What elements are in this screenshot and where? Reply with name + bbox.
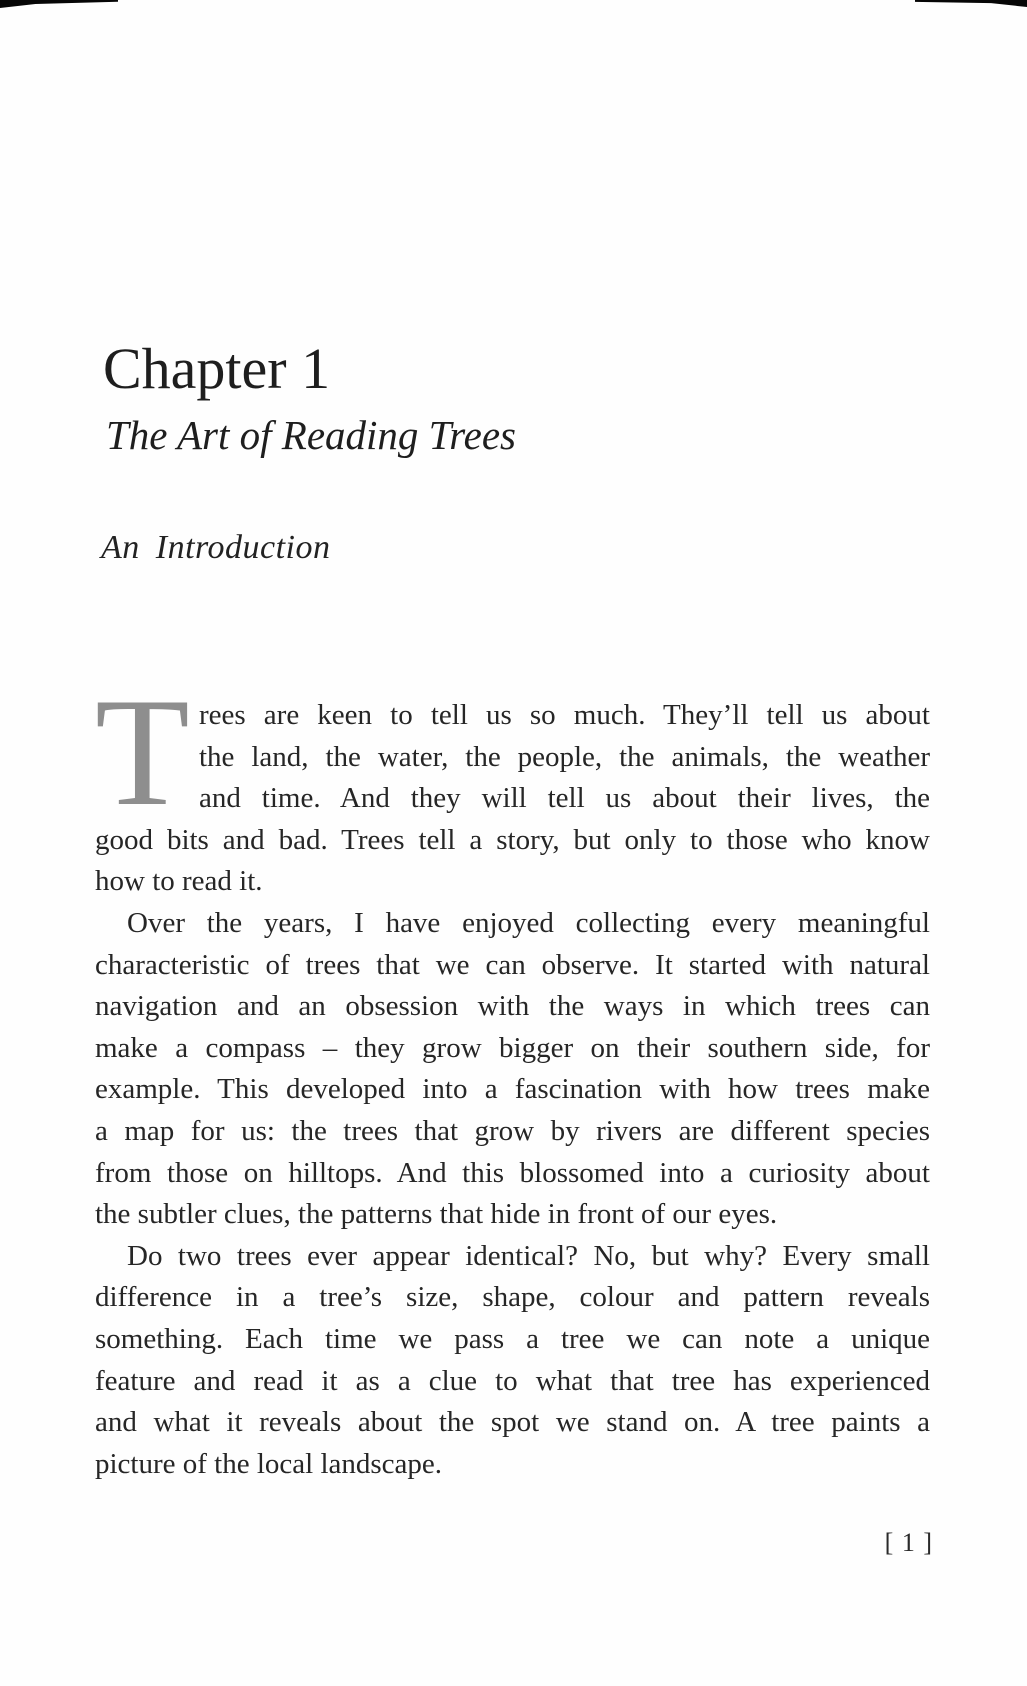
text-line: from those on hilltops. And this blossomed into a curiosity about bbox=[95, 1156, 930, 1189]
scan-artifact-top-right bbox=[915, 0, 1027, 7]
text-line: example. This developed into a fascination with how trees make bbox=[95, 1073, 930, 1106]
text-line: rees are keen to tell us so much. They’ll tell us about bbox=[199, 699, 930, 731]
scan-artifact-top-left bbox=[0, 0, 118, 8]
drop-cap-letter: T bbox=[95, 666, 190, 838]
page-number: [ 1 ] bbox=[884, 1528, 933, 1557]
text-line: difference in a tree’s size, shape, colour and pattern reveals bbox=[95, 1281, 930, 1314]
section-subtitle: An Introduction bbox=[101, 529, 331, 566]
text-line: and what it reveals about the spot we stand on. A tree paints a bbox=[95, 1406, 930, 1439]
text-line: make a compass – they grow bigger on their southern side, for bbox=[95, 1031, 930, 1064]
text-line: feature and read it as a clue to what that tree has experienced bbox=[95, 1364, 930, 1397]
drop-cap bbox=[95, 666, 190, 838]
text-line: the subtler clues, the patterns that hide in front of our eyes. bbox=[95, 1198, 778, 1231]
text-line: the land, the water, the people, the animals, the weather bbox=[199, 740, 930, 773]
chapter-title: The Art of Reading Trees bbox=[106, 412, 516, 458]
text-line: Over the years, I have enjoyed collecting every meaningful bbox=[127, 906, 930, 939]
text-line: Do two trees ever appear identical? No, but why? Every small bbox=[127, 1239, 930, 1272]
text-line: and time. And they will tell us about their lives, the bbox=[199, 782, 930, 815]
text-line: how to read it. bbox=[95, 865, 263, 898]
body-text bbox=[95, 666, 930, 1485]
text-line: a map for us: the trees that grow by rivers are different species bbox=[95, 1114, 930, 1147]
text-line: good bits and bad. Trees tell a story, but only to those who know bbox=[95, 823, 930, 856]
text-line: characteristic of trees that we can observe. It started with natural bbox=[95, 948, 930, 981]
chapter-heading: Chapter 1 bbox=[103, 336, 331, 401]
text-line: navigation and an obsession with the ways in which trees can bbox=[95, 990, 930, 1023]
text-line: something. Each time we pass a tree we can note a unique bbox=[95, 1322, 930, 1355]
text-line: picture of the local landscape. bbox=[95, 1447, 443, 1480]
